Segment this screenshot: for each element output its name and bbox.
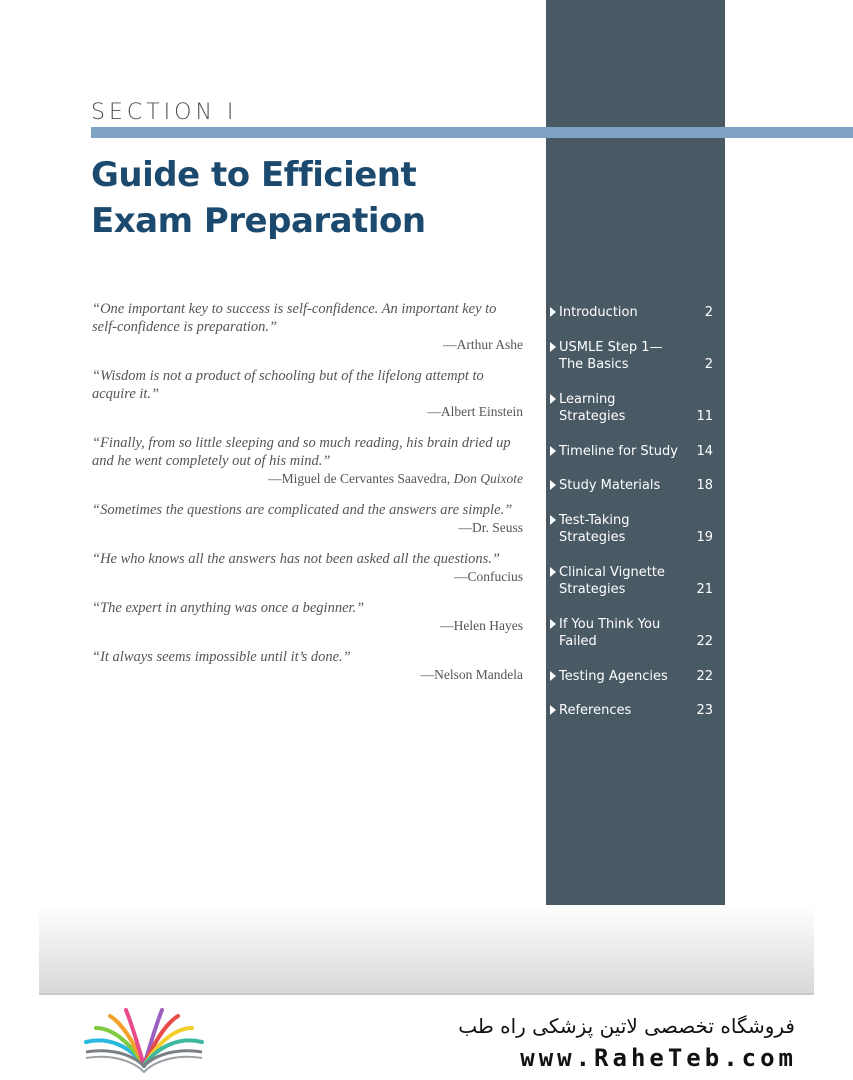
triangle-right-icon: [550, 567, 556, 577]
triangle-right-icon: [550, 446, 556, 456]
quote-text: “The expert in anything was once a beginner.”: [92, 600, 365, 616]
quote-text: “Wisdom is not a product of schooling but of the lifelong attempt to acquire it.”: [92, 368, 484, 402]
toc-item-label: Learning Strategies: [559, 391, 626, 424]
toc-item-references[interactable]: [550, 702, 715, 720]
quote-author: —Helen Hayes: [440, 618, 523, 633]
section-label: SECTION I: [91, 100, 238, 125]
toc-item-label: Timeline for Study: [559, 443, 678, 459]
toc-item-page: 2: [704, 305, 713, 320]
page-title: [91, 152, 531, 244]
toc-item-page: 19: [696, 530, 713, 545]
toc-item-label: Introduction: [559, 305, 638, 320]
toc-item-page: 18: [696, 478, 713, 493]
toc-item-label: USMLE Step 1—The Basics: [559, 339, 663, 372]
section-rule: [91, 127, 853, 138]
toc-item-label: Clinical Vignette Strategies: [559, 564, 665, 597]
footer-divider: [39, 993, 814, 995]
toc-item-page: 22: [696, 634, 713, 649]
quote-item: [92, 648, 523, 684]
quote-item: [92, 550, 523, 586]
quotes-list: [92, 300, 523, 697]
table-of-contents: [550, 304, 715, 737]
toc-item-label: Test-Taking Strategies: [559, 512, 630, 545]
toc-item-page: 21: [696, 582, 713, 597]
quote-work: Don Quixote: [453, 471, 523, 486]
toc-item-usmle-basics[interactable]: [550, 339, 715, 374]
toc-item-label: References: [559, 703, 632, 718]
quote-item: [92, 501, 523, 537]
triangle-right-icon: [550, 342, 556, 352]
triangle-right-icon: [550, 515, 556, 525]
toc-item-test-taking[interactable]: [550, 512, 715, 547]
quote-text: “He who knows all the answers has not been asked all the questions.”: [92, 551, 500, 567]
toc-item-label: If You Think You Failed: [559, 616, 661, 649]
quote-author: —Arthur Ashe: [443, 337, 523, 352]
toc-item-page: 23: [696, 703, 713, 718]
triangle-right-icon: [550, 307, 556, 317]
triangle-right-icon: [550, 705, 556, 715]
open-book-icon: [80, 1008, 208, 1079]
toc-item-page: 14: [696, 443, 713, 459]
quote-author: —Albert Einstein: [427, 404, 523, 419]
toc-item-study-materials[interactable]: [550, 477, 715, 495]
quote-author: —Confucius: [454, 569, 523, 584]
toc-item-label: Study Materials: [559, 478, 661, 493]
triangle-right-icon: [550, 394, 556, 404]
toc-item-introduction[interactable]: [550, 304, 715, 322]
shop-url[interactable]: www.RaheTeb.com: [520, 1044, 797, 1072]
quote-item: [92, 300, 523, 354]
toc-item-testing-agencies[interactable]: [550, 668, 715, 686]
quote-text: “One important key to success is self-confidence. An important key to self-confidence is preparation.”: [92, 301, 497, 335]
quote-text: “Sometimes the questions are complicated and the answers are simple.”: [92, 502, 513, 518]
quote-author: —Nelson Mandela: [420, 667, 523, 682]
quote-item: [92, 599, 523, 635]
triangle-right-icon: [550, 671, 556, 681]
quote-attribution: [92, 470, 523, 488]
toc-item-page: 22: [696, 668, 713, 684]
quote-item: [92, 434, 523, 488]
toc-item-label: Testing Agencies: [559, 668, 668, 684]
quote-item: [92, 367, 523, 421]
toc-item-page: 2: [704, 357, 713, 372]
toc-item-if-you-failed[interactable]: [550, 616, 715, 651]
title-line-2: Exam Preparation: [91, 201, 426, 241]
quote-author: —Miguel de Cervantes Saavedra,: [268, 471, 454, 486]
triangle-right-icon: [550, 480, 556, 490]
triangle-right-icon: [550, 619, 556, 629]
shop-name: فروشگاه تخصصی لاتین پزشکی راه طب: [458, 1014, 795, 1038]
toc-item-clinical-vignette[interactable]: [550, 564, 715, 599]
toc-item-learning-strategies[interactable]: [550, 391, 715, 426]
quote-text: “Finally, from so little sleeping and so much reading, his brain dried up and he went completely out of his mind.”: [92, 435, 511, 469]
quote-text: “It always seems impossible until it’s done.”: [92, 649, 351, 665]
page-bottom-shadow: [39, 905, 814, 993]
title-line-1: Guide to Efficient: [91, 155, 417, 195]
quote-author: —Dr. Seuss: [458, 520, 523, 535]
toc-item-timeline[interactable]: [550, 443, 715, 461]
toc-item-page: 11: [696, 409, 713, 424]
